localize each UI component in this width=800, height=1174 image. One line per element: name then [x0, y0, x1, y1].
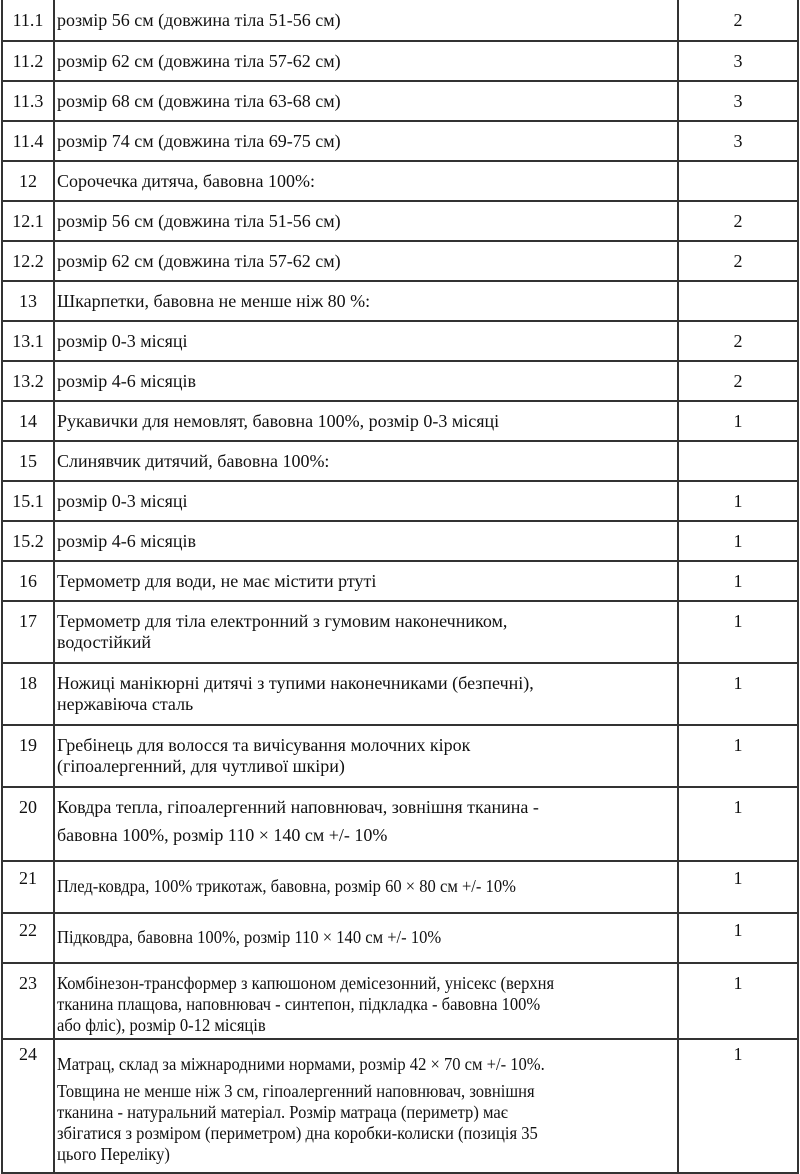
description-block: [57, 973, 673, 1036]
row-number: 13.1: [2, 321, 54, 361]
description-line: тканина плащова, наповнювач - синтепон, підкладка - бавовна 100%: [57, 994, 541, 1014]
row-quantity: 1: [678, 663, 798, 725]
row-number: 20: [2, 787, 54, 861]
row-quantity: 3: [678, 81, 798, 121]
row-description: розмір 62 см (довжина тіла 57-62 см): [54, 41, 678, 81]
table-row: [2, 561, 798, 601]
row-quantity: 1: [678, 963, 798, 1039]
description-line: цього Переліку): [57, 1144, 170, 1164]
description-line: або фліс), розмір 0-12 місяців: [57, 1015, 266, 1035]
row-description: розмір 0-3 місяці: [54, 481, 678, 521]
row-number: 15.1: [2, 481, 54, 521]
row-quantity: 2: [678, 241, 798, 281]
table-row: [2, 521, 798, 561]
row-quantity: 1: [678, 601, 798, 663]
row-quantity: 1: [678, 1039, 798, 1173]
table-row: [2, 601, 798, 663]
description-line: водостійкий: [57, 632, 151, 652]
row-number: 12.1: [2, 201, 54, 241]
items-table: [1, 0, 799, 1174]
row-description: Слинявчик дитячий, бавовна 100%:: [54, 441, 678, 481]
row-quantity: 3: [678, 41, 798, 81]
row-number: 21: [2, 861, 54, 913]
row-quantity: 1: [678, 481, 798, 521]
table-row: [2, 861, 798, 913]
row-number: 22: [2, 913, 54, 963]
row-quantity: 1: [678, 725, 798, 787]
description-line: бавовна 100%, розмір 110 × 140 см +/- 10%: [57, 825, 388, 845]
row-description: [54, 913, 678, 963]
description-line: Товщина не менше ніж 3 см, гіпоалергенний наповнювач, зовнішня: [57, 1081, 535, 1101]
row-description: [54, 1039, 678, 1173]
row-number: 16: [2, 561, 54, 601]
row-description: [54, 963, 678, 1039]
row-description: розмір 56 см (довжина тіла 51-56 см): [54, 201, 678, 241]
row-description: Сорочечка дитяча, бавовна 100%:: [54, 161, 678, 201]
row-number: 12: [2, 161, 54, 201]
row-quantity: 2: [678, 361, 798, 401]
row-quantity: 1: [678, 787, 798, 861]
row-description: розмір 74 см (довжина тіла 69-75 см): [54, 121, 678, 161]
row-quantity: 1: [678, 861, 798, 913]
table-row: [2, 787, 798, 861]
row-quantity: 2: [678, 201, 798, 241]
row-description: розмір 68 см (довжина тіла 63-68 см): [54, 81, 678, 121]
description-block: [57, 1054, 673, 1165]
description-text: Підковдра, бавовна 100%, розмір 110 × 140 см +/- 10%: [57, 927, 442, 947]
row-quantity: [678, 441, 798, 481]
description-line: Матрац, склад за міжнародними нормами, розмір 42 × 70 см +/- 10%.: [57, 1054, 545, 1074]
table-row: [2, 161, 798, 201]
row-number: 11.2: [2, 41, 54, 81]
row-number: 12.2: [2, 241, 54, 281]
table-row: [2, 963, 798, 1039]
table-row: [2, 321, 798, 361]
table-row: [2, 81, 798, 121]
table-row: [2, 281, 798, 321]
description-line: Ковдра тепла, гіпоалергенний наповнювач, зовнішня тканина -: [57, 797, 539, 817]
description-line: Ножиці манікюрні дитячі з тупими наконечниками (безпечні),: [57, 673, 534, 693]
description-line: (гіпоалергенний, для чутливої шкіри): [57, 756, 345, 776]
row-number: 14: [2, 401, 54, 441]
table-row: [2, 401, 798, 441]
row-description: [54, 663, 678, 725]
row-quantity: 3: [678, 121, 798, 161]
description-line: тканина - натуральний матеріал. Розмір матраца (периметр) має: [57, 1102, 508, 1122]
row-description: розмір 4-6 місяців: [54, 361, 678, 401]
row-number: 15.2: [2, 521, 54, 561]
row-description: Рукавички для немовлят, бавовна 100%, розмір 0-3 місяці: [54, 401, 678, 441]
table-row: [2, 1039, 798, 1173]
row-description: Термометр для води, не має містити ртуті: [54, 561, 678, 601]
row-quantity: 1: [678, 561, 798, 601]
table-row: [2, 41, 798, 81]
row-quantity: [678, 161, 798, 201]
row-description: [54, 787, 678, 861]
row-number: 24: [2, 1039, 54, 1173]
row-number: 11.1: [2, 0, 54, 41]
table-row: [2, 913, 798, 963]
row-number: 13: [2, 281, 54, 321]
row-description: розмір 56 см (довжина тіла 51-56 см): [54, 0, 678, 41]
table-row: [2, 201, 798, 241]
row-number: 19: [2, 725, 54, 787]
table-row: [2, 361, 798, 401]
description-line: Гребінець для волосся та вичісування молочних кірок: [57, 735, 471, 755]
row-description: [54, 861, 678, 913]
row-quantity: 2: [678, 0, 798, 41]
row-description: [54, 725, 678, 787]
row-number: 11.4: [2, 121, 54, 161]
row-number: 15: [2, 441, 54, 481]
description-line: нержавіюча сталь: [57, 694, 194, 714]
row-description: Шкарпетки, бавовна не менше ніж 80 %:: [54, 281, 678, 321]
row-number: 13.2: [2, 361, 54, 401]
table-row: [2, 0, 798, 41]
table-row: [2, 725, 798, 787]
row-number: 23: [2, 963, 54, 1039]
row-number: 18: [2, 663, 54, 725]
row-description: розмір 62 см (довжина тіла 57-62 см): [54, 241, 678, 281]
row-quantity: 1: [678, 401, 798, 441]
table-row: [2, 441, 798, 481]
row-description: [54, 601, 678, 663]
description-line: збігатися з розміром (периметром) дна коробки-колиски (позиція 35: [57, 1123, 538, 1143]
row-quantity: 1: [678, 521, 798, 561]
row-quantity: 1: [678, 913, 798, 963]
row-description: розмір 4-6 місяців: [54, 521, 678, 561]
description-text: Плед-ковдра, 100% трикотаж, бавовна, розмір 60 × 80 см +/- 10%: [57, 876, 516, 896]
row-number: 11.3: [2, 81, 54, 121]
row-quantity: [678, 281, 798, 321]
row-quantity: 2: [678, 321, 798, 361]
row-number: 17: [2, 601, 54, 663]
description-line: Комбінезон-трансформер з капюшоном демісезонний, унісекс (верхня: [57, 973, 555, 993]
description-line: Термометр для тіла електронний з гумовим наконечником,: [57, 611, 508, 631]
table-row: [2, 481, 798, 521]
table-row: [2, 663, 798, 725]
table-row: [2, 121, 798, 161]
row-description: розмір 0-3 місяці: [54, 321, 678, 361]
table-row: [2, 241, 798, 281]
